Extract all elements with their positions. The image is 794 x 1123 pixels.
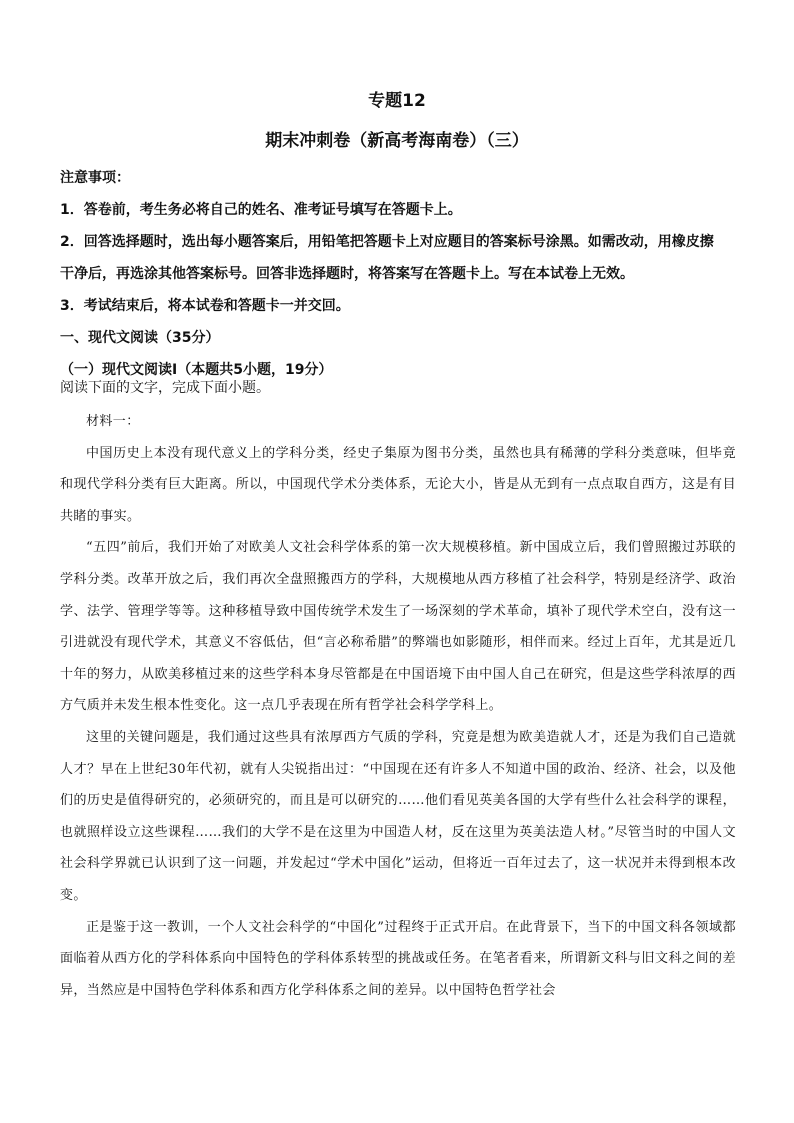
paragraph-1: 中国历史上本没有现代意义上的学科分类，经史子集原为图书分类，虽然也具有稀薄的学科分类意味，但毕竟和现代学科分类有巨大距离。所以，中国现代学术分类体系，无论大小，皆是从无到有一点点取自西方，这是有目共睹的事实。 bbox=[60, 445, 736, 524]
notes-heading: 注意事项： bbox=[60, 170, 130, 186]
exam-notes bbox=[60, 162, 740, 386]
reading-article bbox=[60, 406, 736, 1006]
paragraph-2: “五四”前后，我们开始了对欧美人文社会科学体系的第一次大规模移植。新中国成立后，我们曾照搬过苏联的学科分类。改革开放之后，我们再次全盘照搬西方的学科，大规模地从西方移植了社会科学，特别是经济学、政治学、法学、管理学等等。这种移植导致中国传统学术发生了一场深刻的学术革命，填补了现代学术空白，没有这一引进就没有现代学术，其意义不容低估，但“言必称希腊”的弊端也如影随形，相伴而来。经过上百年，尤其是近几十年的努力，从欧美移植过来的这些学科本身尽管都是在中国语境下由中国人自己在研究，但是这些学科浓厚的西方气质并未发生根本性变化。这一点几乎表现在所有哲学社会科学学科上。 bbox=[60, 540, 736, 714]
reading-instruction: 阅读下面的文字，完成下面小题。 bbox=[60, 380, 270, 396]
paragraph-3: 这里的关键问题是，我们通过这些具有浓厚西方气质的学科，究竟是想为欧美造就人才，还是为我们自己造就人才？早在上世纪30年代初，就有人尖锐指出过：“中国现在还有许多人不知道中国的政治、经济、社会，以及他们的历史是值得研究的，必须研究的，而且是可以研究的……他们看见英美各国的大学有些什么社会科学的课程，也就照样设立这些课程……我们的大学不是在这里为中国造人材，反在这里为英美法造人材。”尽管当时的中国人文社会科学界就已认识到了这一问题，并发起过“学术中国化”运动，但将近一百年过去了，这一状况并未得到根本改变。 bbox=[60, 729, 736, 903]
material-label: 材料一： bbox=[86, 414, 140, 429]
topic-title: 专题12 bbox=[368, 91, 426, 111]
note-item-2: 2．回答选择题时，选出每小题答案后，用铅笔把答题卡上对应题目的答案标号涂黑。如需改动，用橡皮擦 bbox=[60, 234, 714, 250]
exam-title: 期末冲刺卷（新高考海南卷）（三） bbox=[265, 131, 529, 151]
paragraph-4: 正是鉴于这一教训，一个人文社会科学的“中国化”过程终于正式开启。在此背景下，当下的中国文科各领域都面临着从西方化的学科体系向中国特色的学科体系转型的挑战或任务。在笔者看来，所谓新文科与旧文科之间的差异，当然应是中国特色学科体系和西方化学科体系之间的差异。以中国特色哲学社会 bbox=[60, 919, 736, 998]
section-heading: 一、现代文阅读（35分） bbox=[60, 330, 220, 346]
note-item-3: 3．考试结束后，将本试卷和答题卡一并交回。 bbox=[60, 298, 350, 314]
note-item-2-cont: 干净后，再选涂其他答案标号。回答非选择题时，将答案写在答题卡上。写在本试卷上无效。 bbox=[60, 266, 634, 282]
note-item-1: 1．答卷前，考生务必将自己的姓名、准考证号填写在答题卡上。 bbox=[60, 202, 462, 218]
sub-section-heading: （一）现代文阅读Ⅰ（本题共5小题，19分） bbox=[60, 362, 333, 378]
